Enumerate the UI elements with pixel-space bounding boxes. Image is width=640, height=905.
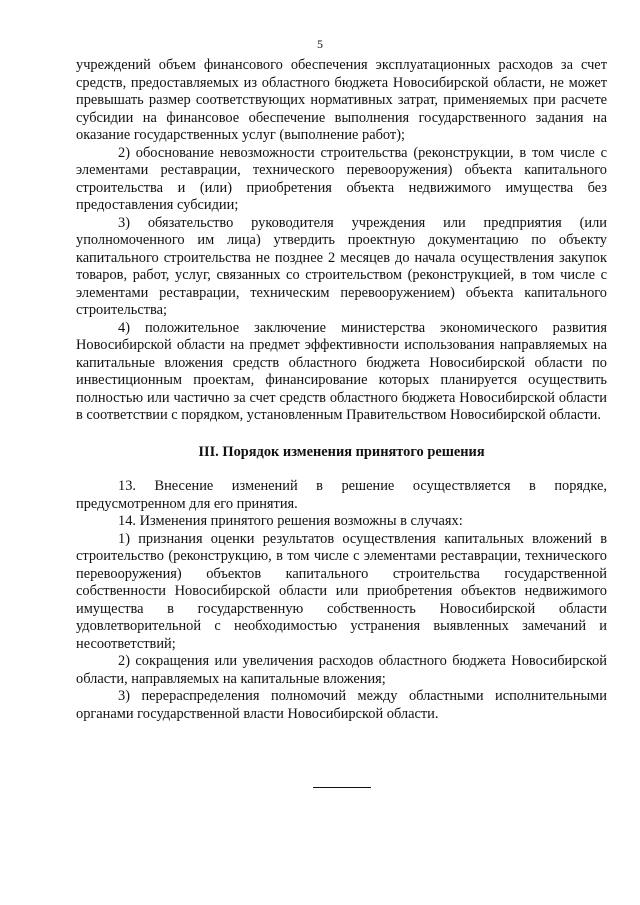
list-item-4: 4) положительное заключение министерства экономического развития Новосибирской области на предмет эффективности использования направляемых на капитальные вложения средств областного бюджета Новосибирской области по инвестиционным проектам, финансирование которых планируется осуществить полностью или частично за счет средств областного бюджета Новосибирской области в соответствии с порядком, установленным Правительством Новосибирской области. [76,319,607,423]
list-item-2: 2) обоснование невозможности строительства (реконструкции, в том числе с элементами реставрации, технического перевооружения) объекта капитального строительства и (или) приобретения объекта недвижимого имущества без предоставления субсидии; [76,144,607,213]
document-body [76,57,607,723]
paragraph-continuation: учреждений объем финансового обеспечения эксплуатационных расходов за счет средств, предоставляемых из областного бюджета Новосибирской области, не может превышать размер соответствующих нормативных затрат, применяемых при расчете субсидии на финансовое обеспечение выполнения государственного задания на оказание государственных услуг (выполнение работ); [76,57,607,143]
clause-13: 13. Внесение изменений в решение осуществляется в порядке, предусмотренном для его принятия. [76,478,607,512]
section-heading: III. Порядок изменения принятого решения [198,443,485,460]
page-number: 5 [317,37,323,51]
clause-14-item-1: 1) признания оценки результатов осуществления капитальных вложений в строительство (реконструкцию, в том числе с элементами реставрации, технического перевооружения) объектов капитального строительства государственной собственности Новосибирской области или приобретения объектов недвижимого имущества в государственную собственность Новосибирской области удовлетворительной с необходимостью устранения выявленных замечаний и несоответствий; [76,530,607,652]
clause-14: 14. Изменения принятого решения возможны в случаях: [118,513,463,529]
end-of-document-rule [313,787,371,788]
clause-14-item-3: 3) перераспределения полномочий между областными исполнительными органами государственной власти Новосибирской области. [76,688,607,722]
list-item-3: 3) обязательство руководителя учреждения или предприятия (или уполномоченного им лица) утвердить проектную документацию по объекту капитального строительства не позднее 2 месяцев до начала осуществления закупок товаров, работ, услуг, связанных со строительством (реконструкцией, в том числе с элементами реставрации, техническим перевооружением) объекта капитального строительства; [76,214,607,318]
clause-14-item-2: 2) сокращения или увеличения расходов областного бюджета Новосибирской области, направляемых на капитальные вложения; [76,653,607,687]
